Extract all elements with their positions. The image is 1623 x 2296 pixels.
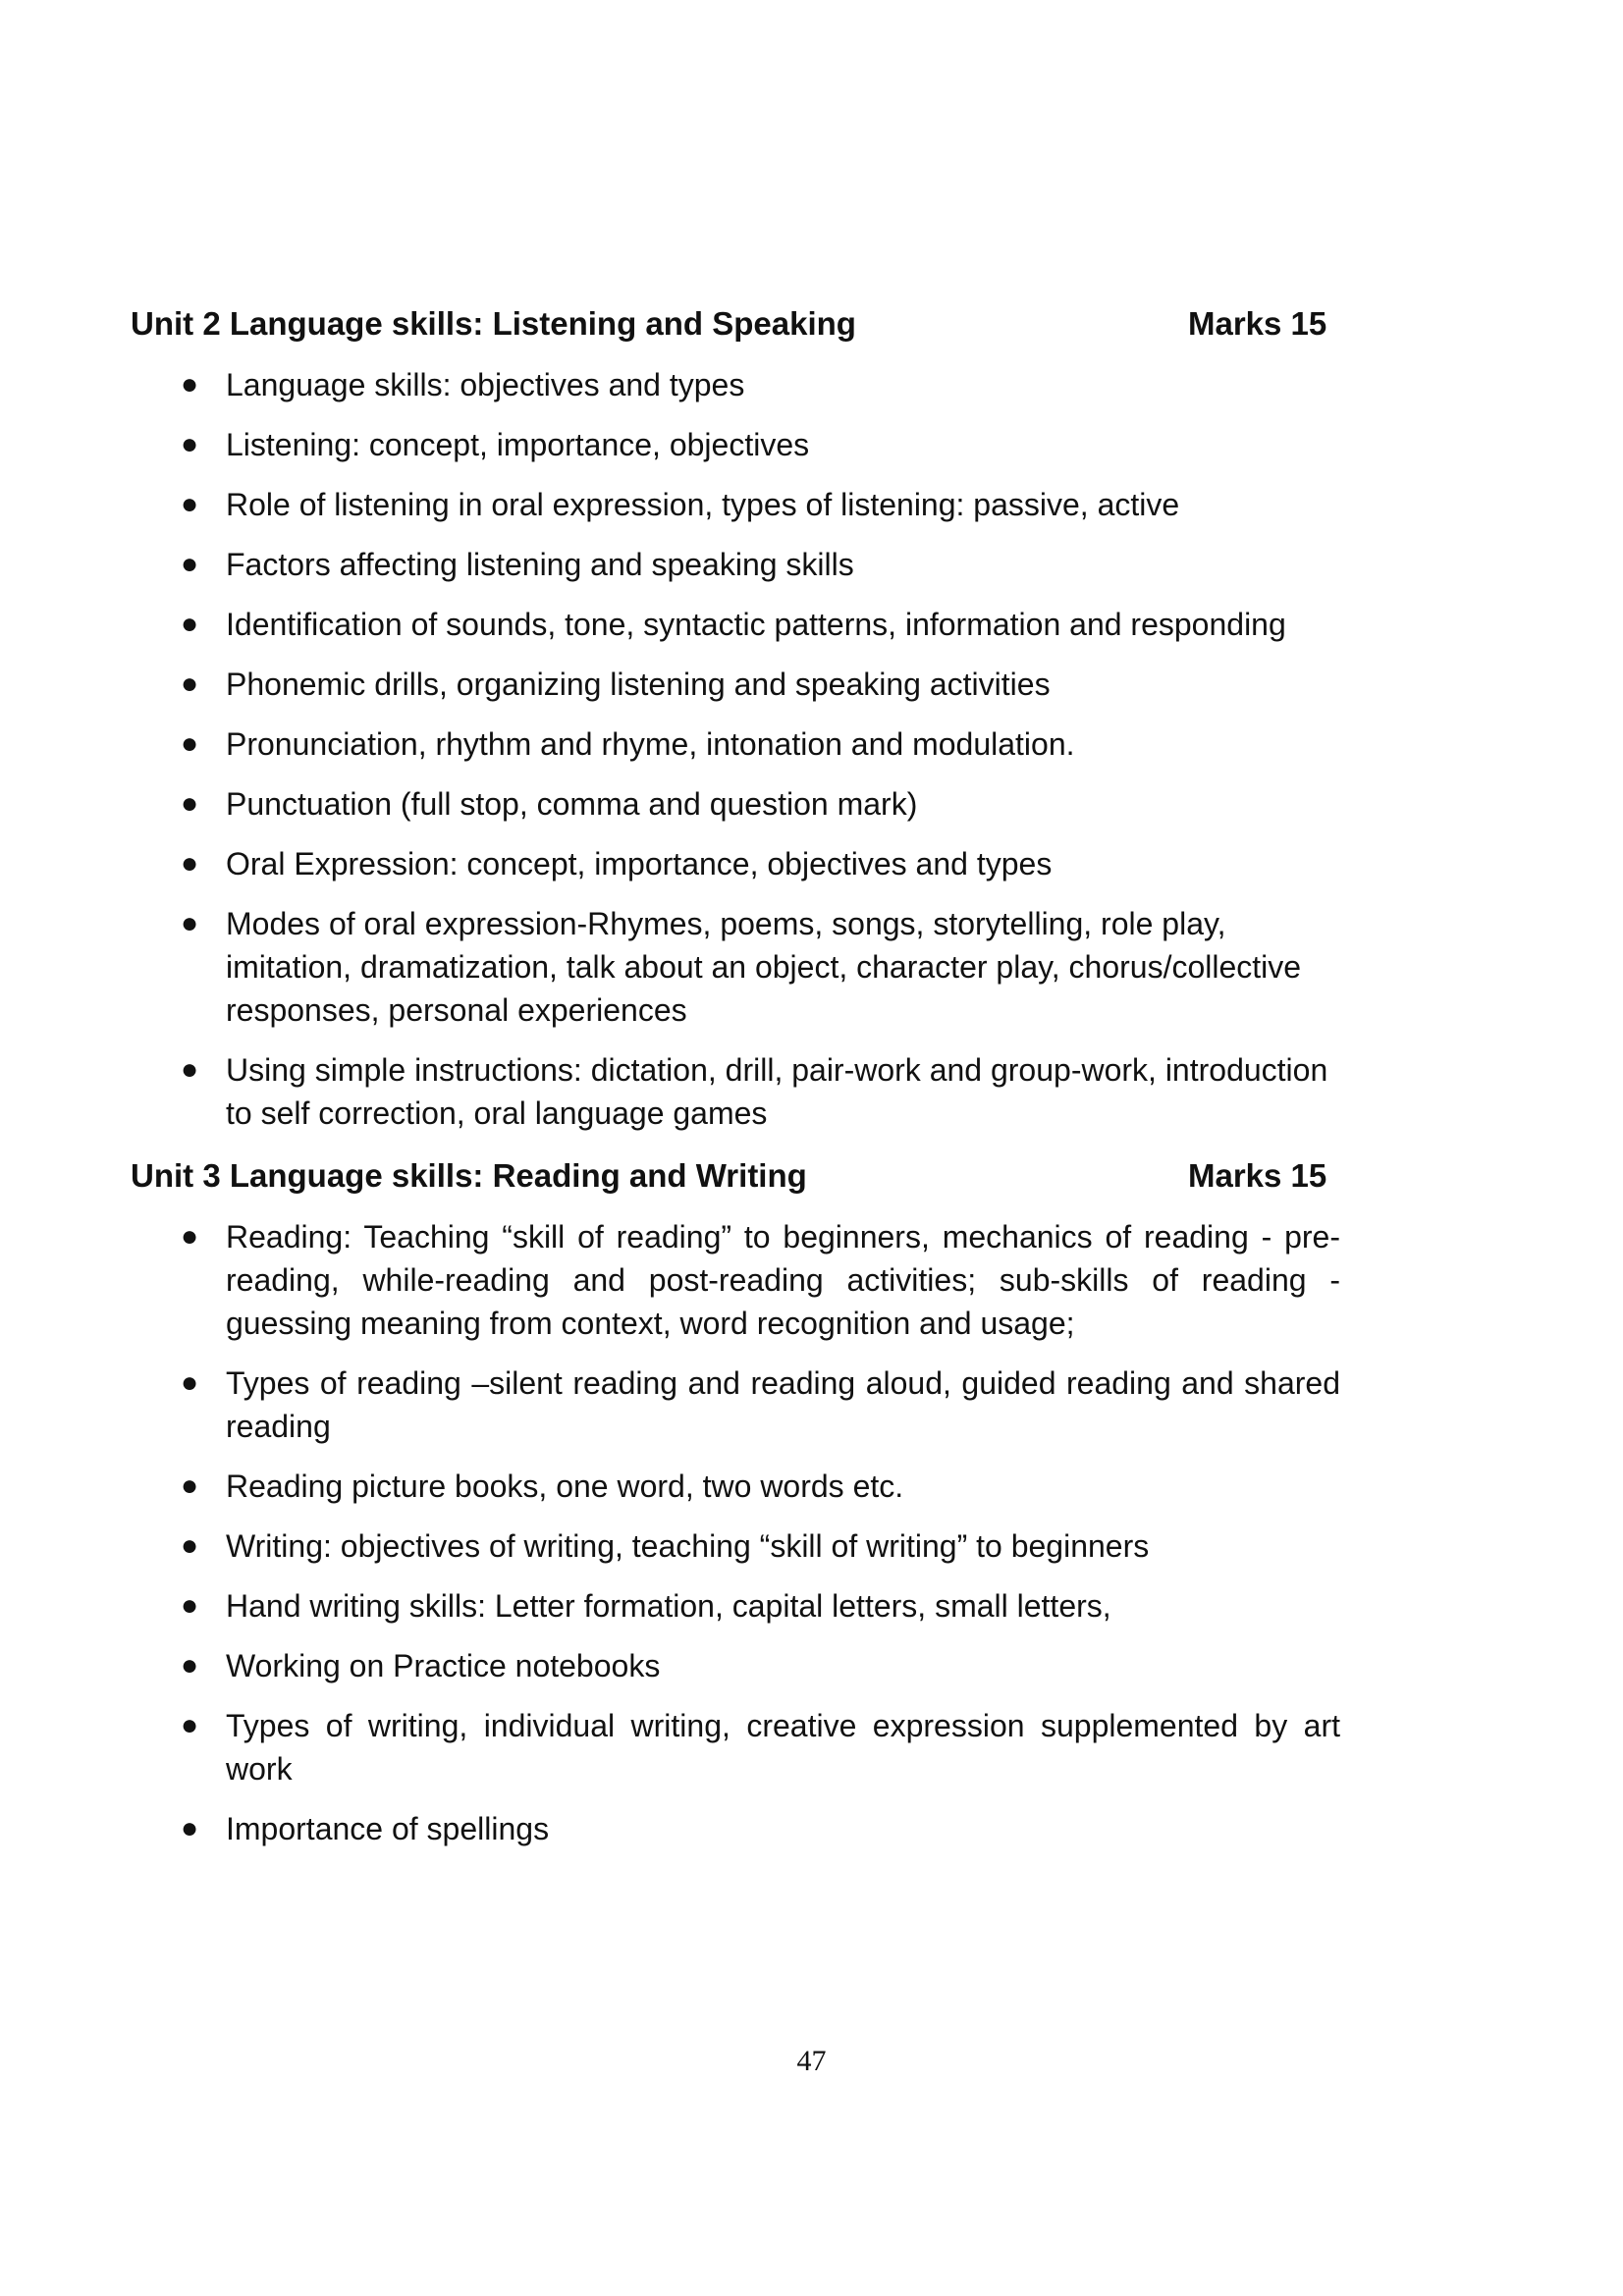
list-item: ● Writing: objectives of writing, teaching “skill of writing” to beginners: [131, 1524, 1340, 1568]
unit-3-topic-list: [131, 1215, 1340, 1867]
bullet-dot-icon: ●: [181, 1649, 199, 1682]
unit-3-title: Unit 3 Language skills: Reading and Writing: [131, 1157, 807, 1194]
list-item: ● Role of listening in oral expression, types of listening: passive, active: [131, 483, 1340, 526]
bullet-dot-icon: ●: [181, 1812, 199, 1844]
page-number: 47: [796, 2045, 827, 2077]
list-item: ● Oral Expression: concept, importance, objectives and types: [131, 842, 1340, 885]
bullet-dot-icon: ●: [181, 787, 199, 820]
unit-3-marks: Marks 15: [1188, 1157, 1327, 1194]
unit-2-title: Unit 2 Language skills: Listening and Speaking: [131, 305, 856, 342]
bullet-dot-icon: ●: [181, 488, 199, 520]
bullet-dot-icon: ●: [181, 1709, 199, 1741]
unit-2-topic-list: [131, 363, 1340, 1151]
bullet-dot-icon: ●: [181, 1220, 199, 1253]
unit-2-marks: Marks 15: [1188, 305, 1327, 342]
bullet-dot-icon: ●: [181, 847, 199, 880]
bullet-dot-icon: ●: [181, 548, 199, 580]
bullet-dot-icon: ●: [181, 1529, 199, 1562]
list-item: ● Working on Practice notebooks: [131, 1644, 1340, 1687]
bullet-dot-icon: ●: [181, 1589, 199, 1622]
list-item: ● Phonemic drills, organizing listening and speaking activities: [131, 663, 1340, 706]
bullet-dot-icon: ●: [181, 1366, 199, 1399]
list-item: ● Using simple instructions: dictation, drill, pair-work and group-work, introduction to self correction, oral language games: [131, 1048, 1340, 1135]
list-item: ● Language skills: objectives and types: [131, 363, 1340, 406]
bullet-dot-icon: ●: [181, 608, 199, 640]
list-item: ● Punctuation (full stop, comma and question mark): [131, 782, 1340, 826]
list-item: ● Factors affecting listening and speaking skills: [131, 543, 1340, 586]
bullet-dot-icon: ●: [181, 727, 199, 760]
list-item: ● Reading: Teaching “skill of reading” to beginners, mechanics of reading - pre-reading, while-reading and post-reading activities; sub-skills of reading - guessing meaning from context, word recognition and usage;: [131, 1215, 1340, 1345]
list-item: ● Pronunciation, rhythm and rhyme, intonation and modulation.: [131, 722, 1340, 766]
bullet-dot-icon: ●: [181, 1053, 199, 1086]
list-item: ● Identification of sounds, tone, syntactic patterns, information and responding: [131, 603, 1340, 646]
bullet-dot-icon: ●: [181, 368, 199, 400]
list-item: ● Hand writing skills: Letter formation, capital letters, small letters,: [131, 1584, 1340, 1628]
bullet-dot-icon: ●: [181, 667, 199, 700]
list-item: ● Types of reading –silent reading and reading aloud, guided reading and shared reading: [131, 1362, 1340, 1448]
list-item: ● Reading picture books, one word, two words etc.: [131, 1465, 1340, 1508]
bullet-dot-icon: ●: [181, 428, 199, 460]
list-item: ● Types of writing, individual writing, creative expression supplemented by art work: [131, 1704, 1340, 1790]
list-item: ● Modes of oral expression-Rhymes, poems, songs, storytelling, role play, imitation, dramatization, talk about an object, character play, chorus/collective responses, personal experiences: [131, 902, 1340, 1032]
bullet-dot-icon: ●: [181, 907, 199, 939]
bullet-dot-icon: ●: [181, 1469, 199, 1502]
list-item: ● Importance of spellings: [131, 1807, 1340, 1850]
list-item: ● Listening: concept, importance, objectives: [131, 423, 1340, 466]
